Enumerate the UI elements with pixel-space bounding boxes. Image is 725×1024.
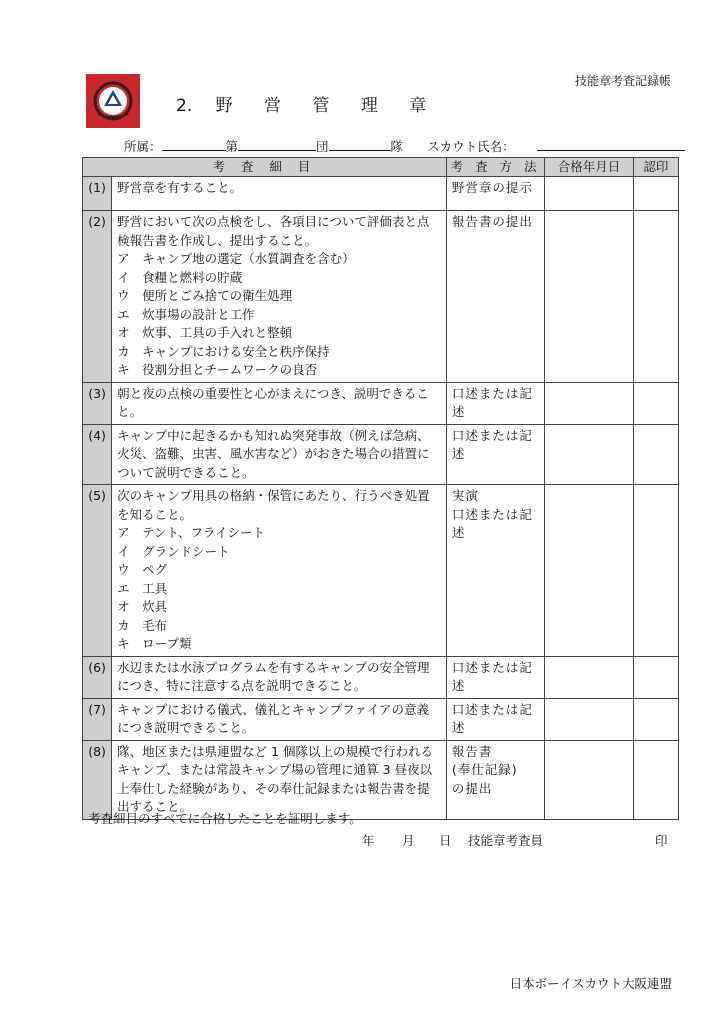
table-row [83,177,679,211]
row-number: (6) [83,656,112,698]
exam-detail [112,485,447,657]
detail-line: 検報告書を作成し、提出すること。 [117,232,318,248]
title-number: 2. [176,96,193,116]
approval-stamp-cell[interactable] [633,656,678,698]
detail-line: 朝と夜の点検の重要性と心がまえにつき、説明できるこ [117,385,429,401]
table-row [83,424,679,485]
detail-line: につき、特に注意する点を説明できること。 [117,678,367,693]
tai-label: 隊 [390,139,404,154]
exam-detail [112,424,447,485]
pass-date-cell[interactable] [545,656,633,698]
detail-line: ア テント、フライシート [117,525,266,540]
detail-line: 水辺または水泳プログラムを有するキャンプの安全管理 [117,659,430,675]
title-char: 章 [409,96,427,116]
day-label: 日 [439,833,452,848]
detail-line: キャンプ中に起きるかも知れぬ突発事故（例えば急病、 [117,427,430,443]
detail-line: キャンプ、または常設キャンプ場の管理に通算 3 昼夜以 [117,762,433,777]
pass-date-cell[interactable] [545,740,633,819]
detail-line: 野営章を有すること。 [117,180,243,195]
pass-date-cell[interactable] [545,382,633,424]
examiner-label: 技能章考査員 [468,833,544,848]
scout-name-label: スカウト氏名： [427,139,515,154]
scout-badge-icon [86,74,140,128]
header-detail: 考 査 細 目 [83,158,447,177]
detail-line: カ 毛布 [117,617,168,633]
detail-line: 野営において次の点検をし、各項目について評価表と点 [117,214,430,229]
exam-method [446,424,544,485]
row-number: (1) [83,177,112,211]
exam-detail [112,177,447,211]
detail-line: と。 [117,404,143,419]
seal-label: 印 [655,833,668,848]
affiliation-blank[interactable] [162,138,226,151]
detail-line: ついて説明できること。 [117,464,255,480]
table-row [83,485,679,657]
pass-date-cell[interactable] [545,211,633,383]
approval-stamp-cell[interactable] [633,485,678,657]
pass-date-cell[interactable] [545,485,633,657]
detail-line: につき説明できること。 [117,720,255,735]
detail-line: ウ 便所とごみ捨ての衛生処理 [117,288,293,303]
row-number: (4) [83,424,112,485]
dan-label: 団 [316,139,329,154]
detail-line: イ 食糧と燃料の貯蔵 [117,269,243,285]
dai-label: 第 [225,139,239,154]
method-line: 口述または記 [451,659,533,675]
header-date: 合格年月日 [545,158,633,177]
title-char: 理 [360,96,378,116]
method-line: 述 [451,404,466,419]
approval-stamp-cell[interactable] [633,424,678,485]
page-title [176,91,452,116]
exam-method [446,485,544,657]
method-line: 述 [451,678,466,693]
pass-date-cell[interactable] [545,424,633,485]
exam-detail [112,698,447,740]
table-row [83,382,679,424]
detail-line: 隊、地区または県連盟など 1 個隊以上の規模で行われる [117,743,434,759]
certification-statement: 考査細目のすべてに合格したことを証明します。 [88,811,362,826]
method-line: 口述または記 [451,385,533,401]
row-number: (5) [83,485,112,657]
exam-detail [112,656,447,698]
affiliation-line [124,137,685,155]
detail-line: オ 炊事、工具の手入れと整頓 [117,325,293,340]
detail-line: カ キャンプにおける安全と秩序保持 [117,343,330,359]
exam-method [446,177,544,211]
scout-name-blank[interactable] [537,138,685,151]
exam-detail [112,382,447,424]
detail-line: オ 炊具 [117,599,168,614]
exam-table [82,157,679,820]
detail-line: を知ること。 [117,506,193,522]
method-line: 報告書 [451,743,493,759]
table-row [83,656,679,698]
method-line: 実演 [451,488,479,503]
method-line: 述 [451,525,466,540]
exam-detail [112,211,447,383]
header-stamp: 認印 [633,158,678,177]
detail-line: ア キャンプ地の選定（水質調査を含む） [117,251,355,266]
detail-line: キ ロープ類 [117,636,192,651]
detail-line: ウ ペグ [117,562,168,577]
method-line: 口述または記 [451,506,533,522]
detail-line: キ 役割分担とチームワークの良否 [117,362,318,377]
method-line: 口述または記 [451,701,533,717]
exam-detail [112,740,447,819]
detail-line: 上奉仕した経験があり、その奉仕記録または報告書を提 [117,780,430,796]
header-method: 考 査 方 法 [446,158,544,177]
detail-line: 次のキャンプ用具の格納・保管にあたり、行うべき処置 [117,488,430,503]
approval-stamp-cell[interactable] [633,211,678,383]
row-number: (2) [83,211,112,383]
exam-method [446,656,544,698]
row-number: (8) [83,740,112,819]
title-char: 野 [215,96,233,116]
table-row [83,698,679,740]
exam-method [446,698,544,740]
pass-date-cell[interactable] [545,698,633,740]
approval-stamp-cell[interactable] [633,698,678,740]
troop-number-blank[interactable] [238,138,316,151]
row-number: (7) [83,698,112,740]
record-book-label: 技能章考査記録帳 [574,74,671,88]
method-line: 口述または記 [451,427,533,443]
detail-line: 火災、盗難、虫害、風水害など）がおきた場合の措置に [117,446,430,461]
month-label: 月 [402,833,415,848]
detail-line: 出すること。 [117,799,193,814]
method-line: 野営章の提示 [451,180,533,195]
method-line: (奉仕記録) [451,762,518,777]
table-row [83,740,679,819]
detail-line: エ 工具 [117,580,168,596]
detail-line: エ 炊事場の設計と工作 [117,306,255,322]
year-label: 年 [362,833,375,848]
exam-method [446,740,544,819]
method-line: の提出 [451,780,493,796]
pass-date-cell[interactable] [545,177,633,211]
method-line: 述 [451,720,466,735]
affiliation-label: 所属： [124,139,162,154]
unit-blank[interactable] [329,138,391,151]
title-char: 管 [312,96,330,116]
exam-method [446,211,544,383]
table-row [83,211,679,383]
title-char: 営 [264,96,282,116]
table-header-row [83,158,679,177]
detail-line: キャンプにおける儀式、儀礼とキャンプファイアの意義 [117,701,430,717]
detail-line: イ グランドシート [117,543,230,559]
approval-stamp-cell[interactable] [633,177,678,211]
approval-stamp-cell[interactable] [633,382,678,424]
row-number: (3) [83,382,112,424]
approval-stamp-cell[interactable] [633,740,678,819]
method-line: 述 [451,446,466,461]
method-line: 報告書の提出 [451,214,533,229]
exam-method [446,382,544,424]
organization-name: 日本ボーイスカウト大阪連盟 [509,976,672,991]
